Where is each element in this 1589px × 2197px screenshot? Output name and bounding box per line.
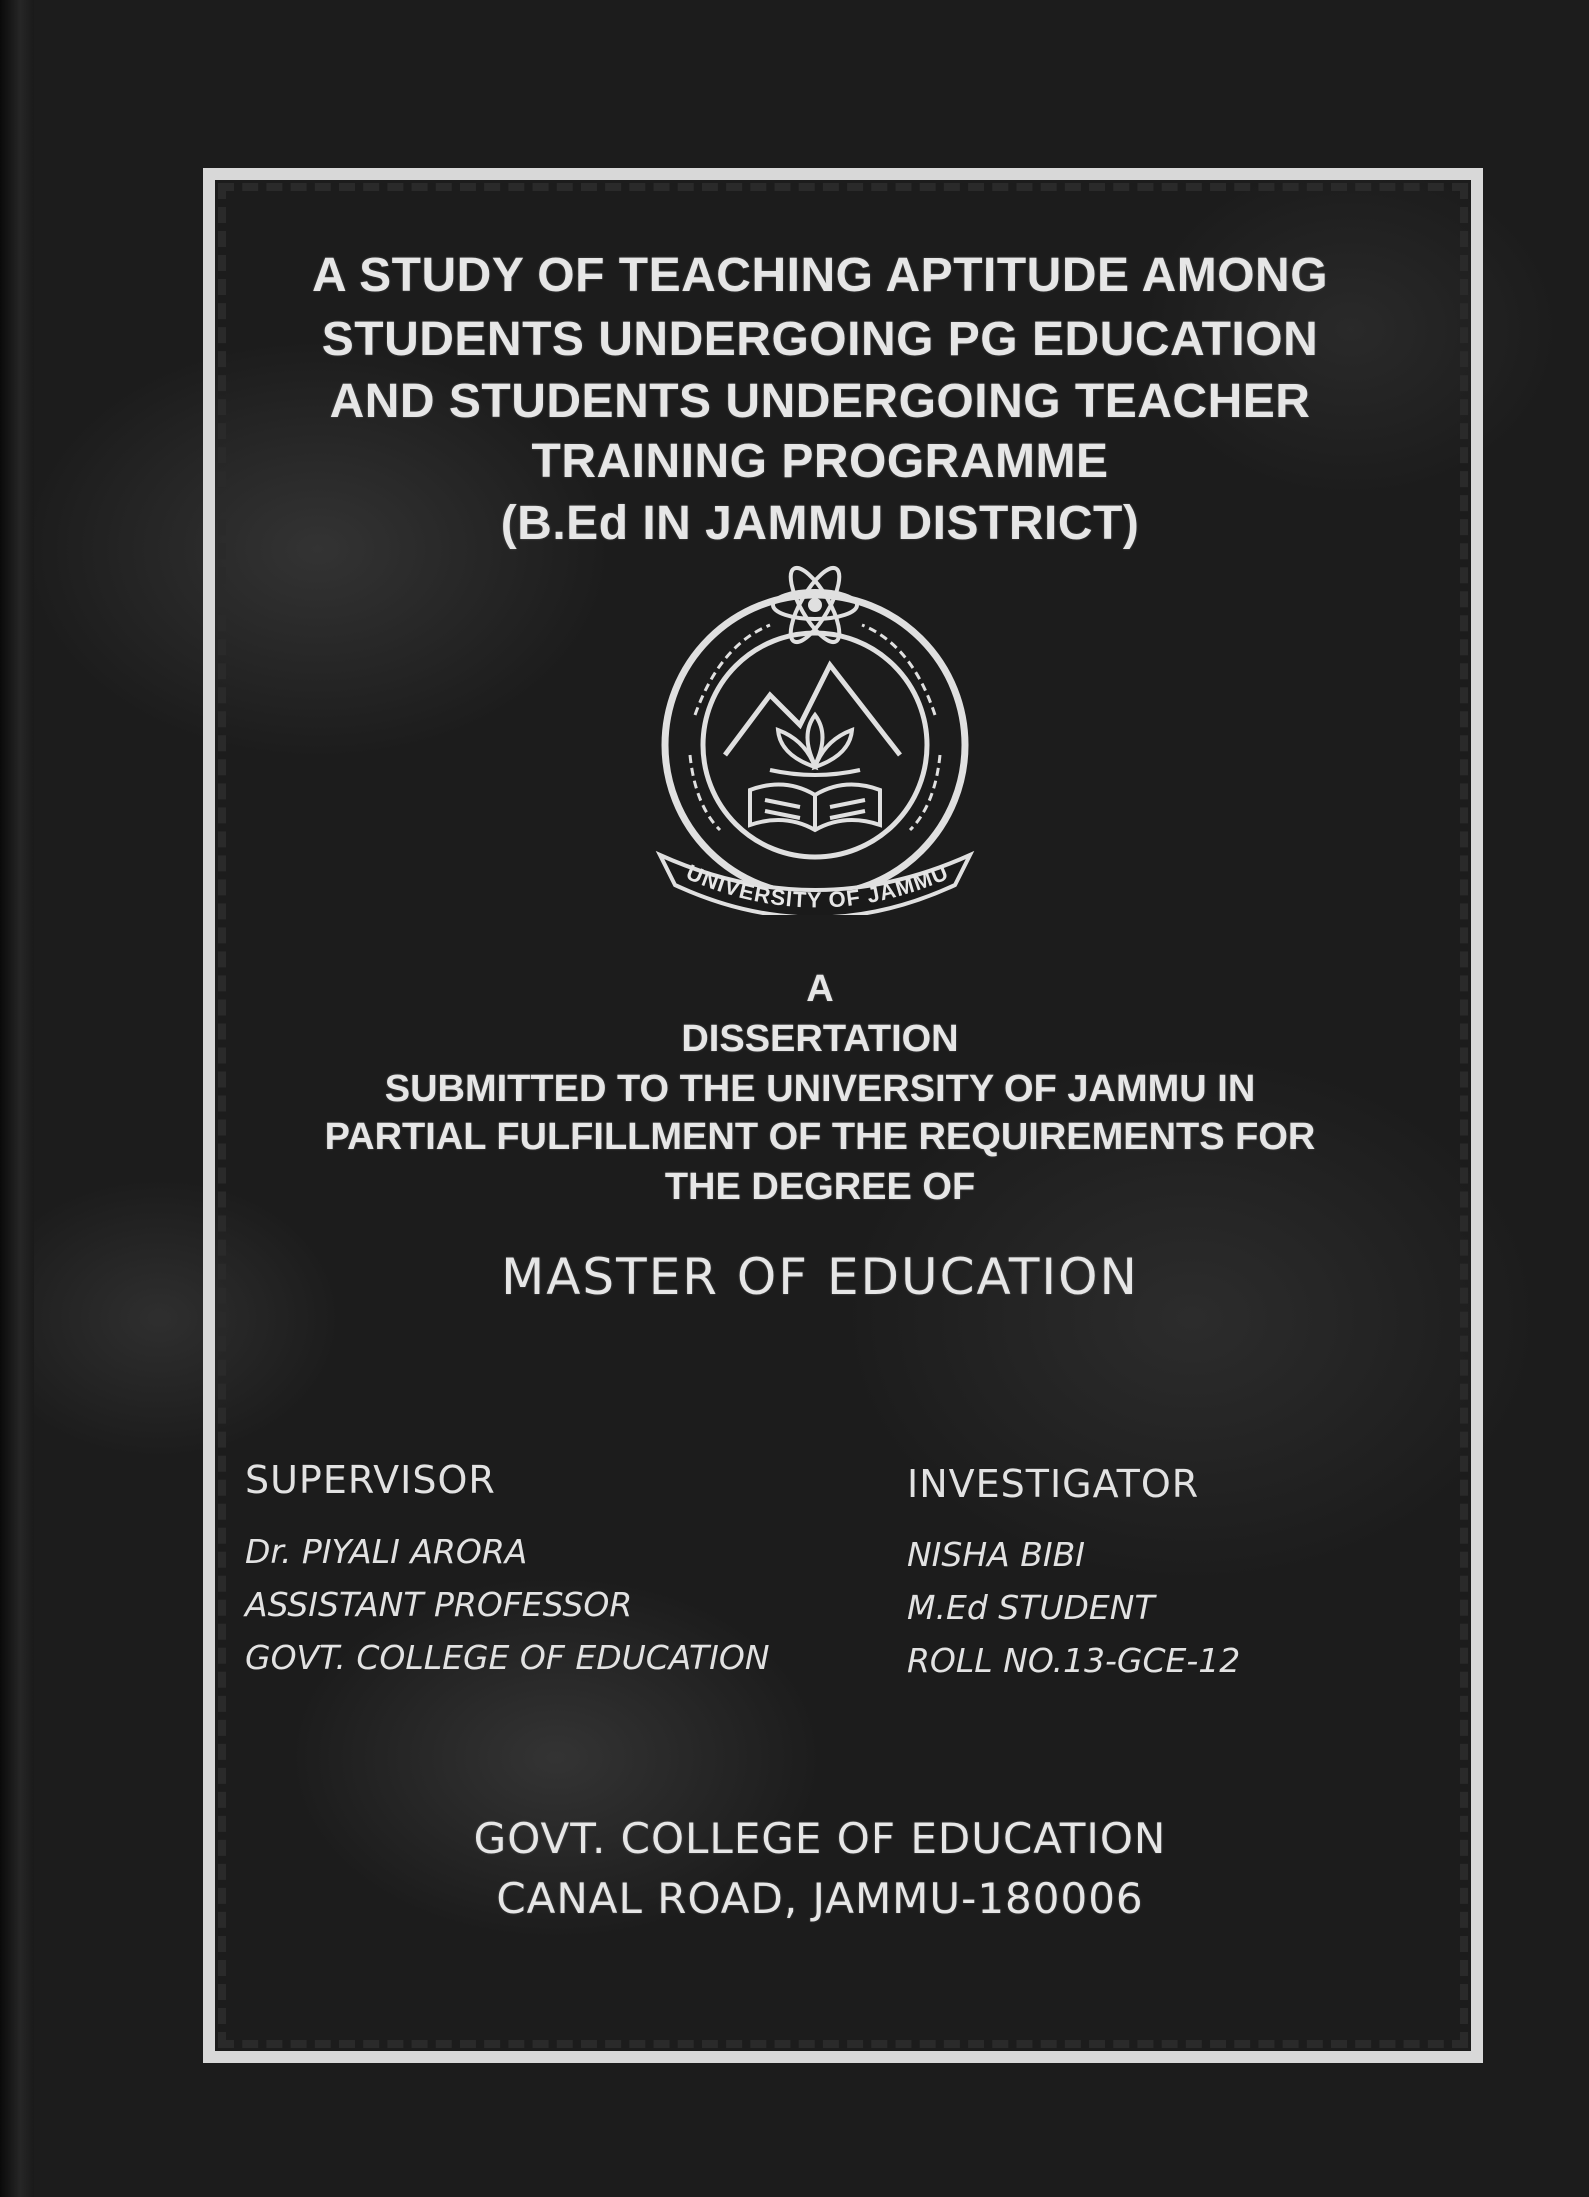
title-line-2: STUDENTS UNDERGOING PG EDUCATION [321, 313, 1319, 366]
investigator-designation: M.Ed STUDENT [907, 1588, 1155, 1627]
investigator-name: NISHA BIBI [907, 1535, 1085, 1574]
investigator-roll: ROLL NO.13-GCE-12 [907, 1641, 1241, 1680]
submission-line-3: SUBMITTED TO THE UNIVERSITY OF JAMMU IN [384, 1068, 1256, 1110]
submission-line-2: DISSERTATION [681, 1018, 959, 1060]
footer-address: CANAL ROAD, JAMMU-180006 [496, 1874, 1144, 1923]
seal-banner-label: UNIVERSITY OF JAMMU [682, 859, 953, 913]
degree-title: MASTER OF EDUCATION [501, 1248, 1139, 1306]
book-spine [0, 0, 34, 2197]
supervisor-designation: ASSISTANT PROFESSOR [245, 1585, 633, 1624]
submission-line-1: A [806, 968, 834, 1010]
supervisor-heading: SUPERVISOR [245, 1458, 496, 1502]
supervisor-name: Dr. PIYALI ARORA [245, 1532, 528, 1571]
university-seal-icon [650, 555, 990, 915]
submission-line-5: THE DEGREE OF [664, 1166, 976, 1208]
title-line-5: (B.Ed IN JAMMU DISTRICT) [500, 497, 1140, 550]
title-line-4: TRAINING PROGRAMME [531, 435, 1109, 488]
title-line-3: AND STUDENTS UNDERGOING TEACHER [329, 375, 1311, 428]
investigator-heading: INVESTIGATOR [907, 1462, 1200, 1506]
supervisor-institution: GOVT. COLLEGE OF EDUCATION [245, 1638, 770, 1677]
footer-college: GOVT. COLLEGE OF EDUCATION [473, 1814, 1167, 1863]
title-line-1: A STUDY OF TEACHING APTITUDE AMONG [311, 249, 1329, 302]
submission-line-4: PARTIAL FULFILLMENT OF THE REQUIREMENTS FOR [324, 1116, 1316, 1158]
